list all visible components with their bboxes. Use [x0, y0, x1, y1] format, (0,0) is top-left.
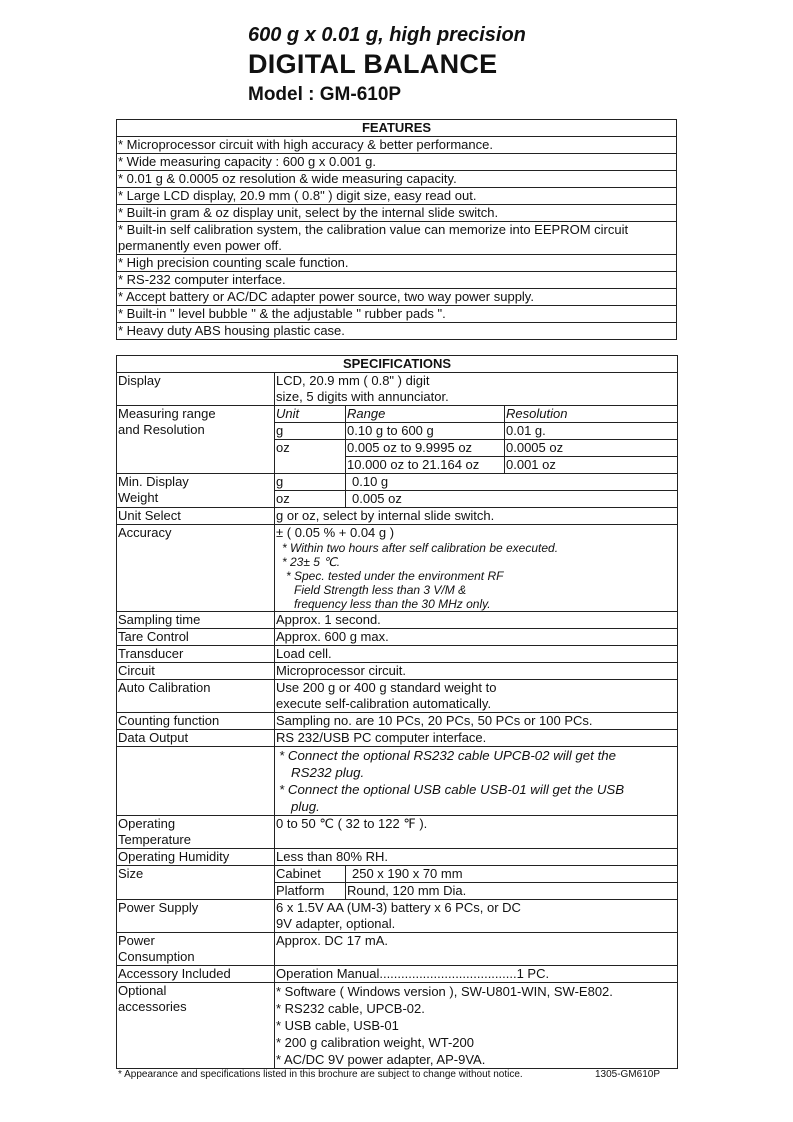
spec-value: Microprocessor circuit. — [275, 663, 678, 680]
accuracy-note: Field Strength less than 3 V/M & — [294, 583, 467, 597]
spec-value: RS 232/USB PC computer interface. — [275, 730, 678, 747]
min-display-value: 0.005 oz — [346, 491, 678, 508]
measuring-range: 10.000 oz to 21.164 oz — [346, 457, 505, 474]
header-model: Model : GM-610P — [248, 84, 402, 105]
feature-item: * Built-in self calibration system, the calibration value can memorize into EEPROM circuit permanently even power off. — [117, 222, 677, 255]
spec-value: ± ( 0.05 % + 0.04 g ) — [276, 525, 395, 540]
accuracy-note: * Spec. tested under the environment RF — [286, 569, 504, 583]
spec-label: Power Supply — [117, 900, 275, 933]
optional-item: * Software ( Windows version ), SW-U801-WIN, SW-E802. — [276, 984, 613, 999]
spec-label: Operating Temperature — [117, 816, 275, 849]
specifications-title: SPECIFICATIONS — [117, 356, 678, 373]
min-display-unit: oz — [275, 491, 346, 508]
feature-item: * RS-232 computer interface. — [117, 272, 677, 289]
spec-label: Tare Control — [117, 629, 275, 646]
feature-item: * Microprocessor circuit with high accuracy & better performance. — [117, 137, 677, 154]
size-label: Platform — [275, 883, 346, 900]
spec-label: Transducer — [117, 646, 275, 663]
spec-label: Accessory Included — [117, 966, 275, 983]
spec-label: Optional accessories — [117, 983, 275, 1069]
specifications-table — [116, 355, 678, 1069]
measuring-unit: oz — [275, 440, 346, 474]
data-output-note: * Connect the optional USB cable USB-01 will get the USB plug. — [279, 782, 625, 814]
measuring-range: 0.005 oz to 9.9995 oz — [346, 440, 505, 457]
spec-value: Operation Manual......................................1 PC. — [275, 966, 678, 983]
spec-value: Use 200 g or 400 g standard weight to execute self-calibration automatically. — [275, 680, 678, 713]
footer-code: 1305-GM610P — [594, 1069, 660, 1080]
features-title: FEATURES — [117, 120, 677, 137]
spec-label: Operating Humidity — [117, 849, 275, 866]
feature-item: * Built-in gram & oz display unit, select by the internal slide switch. — [117, 205, 677, 222]
measuring-resolution: 0.01 g. — [505, 423, 678, 440]
min-display-value: 0.10 g — [346, 474, 678, 491]
accuracy-note: * 23± 5 ℃. — [282, 555, 341, 569]
measuring-head-range: Range — [346, 406, 505, 423]
spec-value: Approx. 1 second. — [275, 612, 678, 629]
feature-item: * Wide measuring capacity : 600 g x 0.001 g. — [117, 154, 677, 171]
feature-item: * 0.01 g & 0.0005 oz resolution & wide measuring capacity. — [117, 171, 677, 188]
size-label: Cabinet — [275, 866, 346, 883]
spec-value: Approx. DC 17 mA. — [275, 933, 678, 966]
header-title: DIGITAL BALANCE — [248, 49, 498, 79]
spec-value: Approx. 600 g max. — [275, 629, 678, 646]
spec-label: Sampling time — [117, 612, 275, 629]
footer — [118, 1069, 678, 1080]
accuracy-note: * Within two hours after self calibration be executed. — [282, 541, 559, 555]
spec-label: Display — [117, 373, 275, 406]
accuracy-note: frequency less than the 30 MHz only. — [294, 597, 491, 611]
features-table — [116, 119, 677, 340]
spec-value: LCD, 20.9 mm ( 0.8" ) digit size, 5 digits with annunciator. — [275, 373, 678, 406]
header — [248, 22, 526, 108]
spec-label: Measuring range and Resolution — [117, 406, 275, 474]
measuring-head-unit: Unit — [275, 406, 346, 423]
spec-label: Accuracy — [117, 525, 275, 612]
footer-note: * Appearance and specifications listed in this brochure are subject to change without notice. — [118, 1069, 523, 1080]
measuring-unit: g — [275, 423, 346, 440]
accuracy-cell — [275, 525, 678, 612]
spec-label: Circuit — [117, 663, 275, 680]
data-output-notes — [275, 747, 678, 816]
measuring-resolution: 0.0005 oz — [505, 440, 678, 457]
min-display-unit: g — [275, 474, 346, 491]
optional-item: * AC/DC 9V power adapter, AP-9VA. — [276, 1052, 486, 1067]
measuring-head-resolution: Resolution — [505, 406, 678, 423]
spec-label: Size — [117, 866, 275, 900]
spec-value: Less than 80% RH. — [275, 849, 678, 866]
spec-value: g or oz, select by internal slide switch. — [275, 508, 678, 525]
feature-item: * Built-in " level bubble " & the adjustable " rubber pads ". — [117, 306, 677, 323]
spec-label: Power Consumption — [117, 933, 275, 966]
spec-label-empty — [117, 747, 275, 816]
spec-value: 0 to 50 ℃ ( 32 to 122 ℉ ). — [275, 816, 678, 849]
spec-label: Unit Select — [117, 508, 275, 525]
spec-label: Min. Display Weight — [117, 474, 275, 508]
spec-label: Data Output — [117, 730, 275, 747]
spec-value: 6 x 1.5V AA (UM-3) battery x 6 PCs, or DC 9V adapter, optional. — [275, 900, 678, 933]
spec-value: Load cell. — [275, 646, 678, 663]
optional-item: * RS232 cable, UPCB-02. — [276, 1001, 425, 1016]
feature-item: * High precision counting scale function. — [117, 255, 677, 272]
size-value: 250 x 190 x 70 mm — [346, 866, 678, 883]
spec-label: Auto Calibration — [117, 680, 275, 713]
feature-item: * Large LCD display, 20.9 mm ( 0.8" ) digit size, easy read out. — [117, 188, 677, 205]
spec-value: Sampling no. are 10 PCs, 20 PCs, 50 PCs or 100 PCs. — [275, 713, 678, 730]
optional-list — [275, 983, 678, 1069]
header-subtitle: 600 g x 0.01 g, high precision — [248, 24, 526, 46]
measuring-range: 0.10 g to 600 g — [346, 423, 505, 440]
feature-item: * Accept battery or AC/DC adapter power source, two way power supply. — [117, 289, 677, 306]
feature-item: * Heavy duty ABS housing plastic case. — [117, 323, 677, 340]
optional-item: * 200 g calibration weight, WT-200 — [276, 1035, 474, 1050]
optional-item: * USB cable, USB-01 — [276, 1018, 399, 1033]
measuring-resolution: 0.001 oz — [505, 457, 678, 474]
size-value: Round, 120 mm Dia. — [346, 883, 678, 900]
spec-label: Counting function — [117, 713, 275, 730]
data-output-note: * Connect the optional RS232 cable UPCB-02 will get the RS232 plug. — [279, 748, 617, 780]
